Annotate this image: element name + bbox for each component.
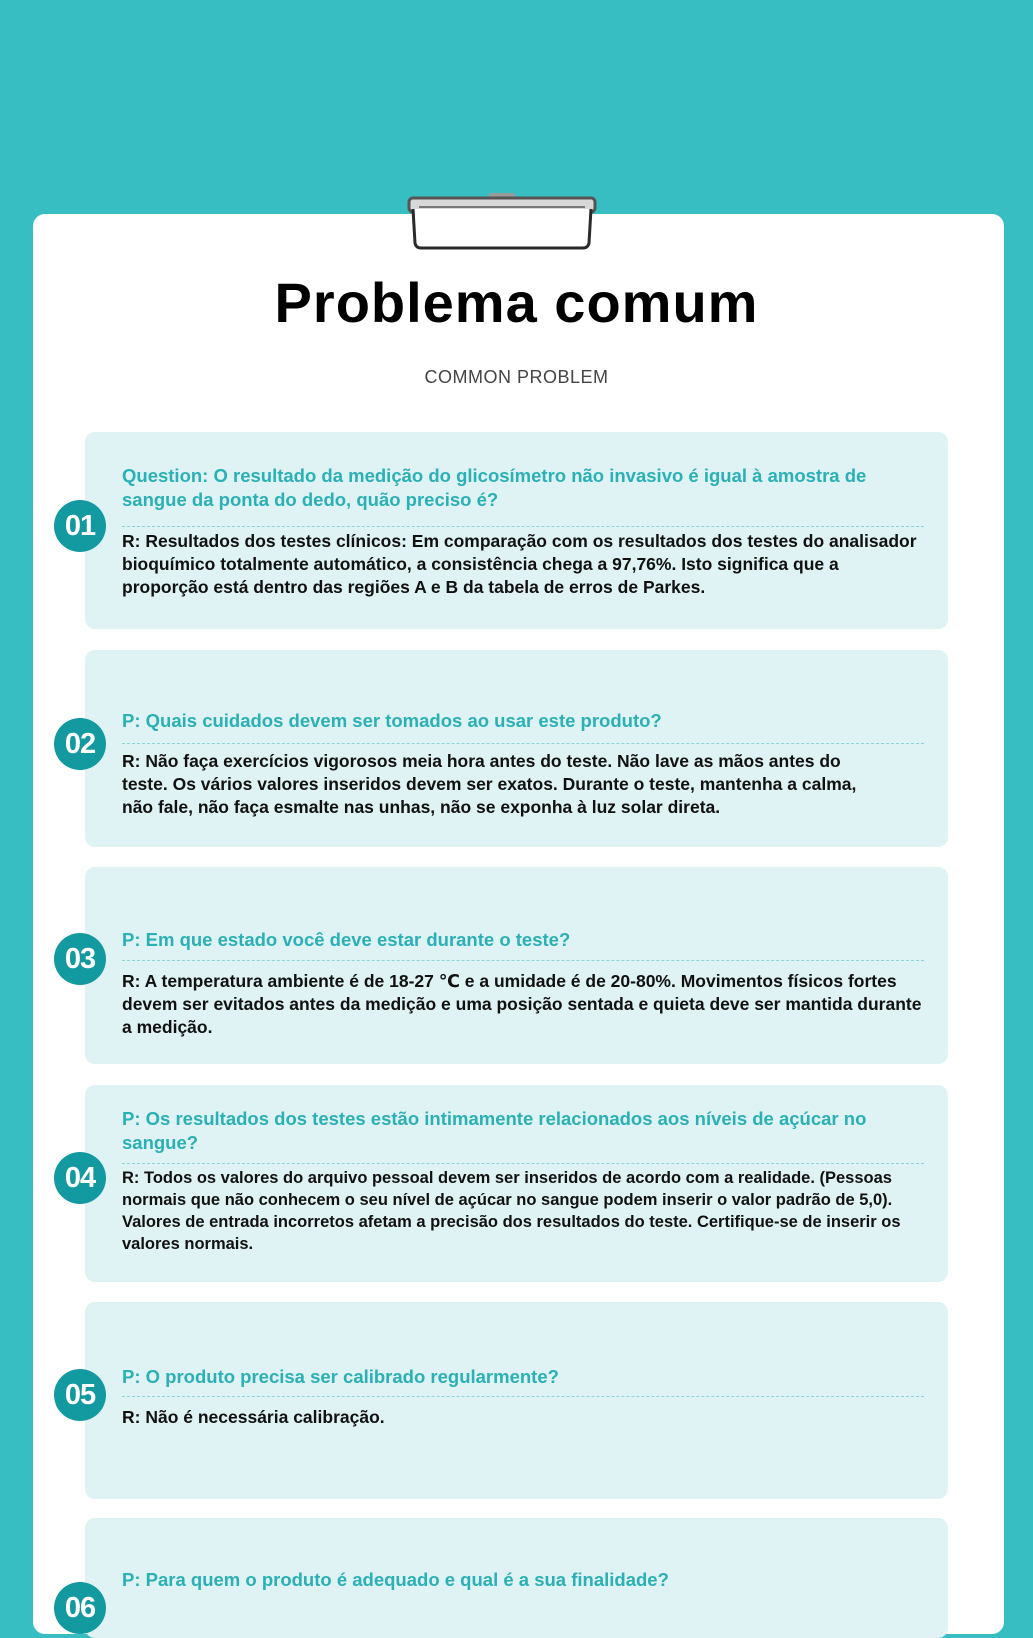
page-subtitle: COMMON PROBLEM bbox=[424, 367, 609, 387]
faq-question: P: Para quem o produto é adequado e qual é a sua finalidade? bbox=[122, 1569, 669, 1590]
faq-answer: R: Todos os valores do arquivo pessoal devem ser inseridos de acordo com a realidade. (Pessoas normais que não conhecem o seu nível de açúcar no sangue podem inserir o valor padrão de 5,0). Valores de entrada incorretos afetam a precisão dos resultados do teste. Certifique-se de inserir os valores normais. bbox=[122, 1169, 901, 1253]
faq-number-badge: 01 bbox=[54, 500, 106, 552]
faq-divider bbox=[122, 526, 924, 527]
clipboard-clip-icon bbox=[407, 193, 597, 251]
faq-divider bbox=[122, 960, 924, 961]
page-title: Problema comum bbox=[274, 271, 759, 334]
faq-question: P: Os resultados dos testes estão intimamente relacionados aos níveis de açúcar no sangue? bbox=[122, 1108, 867, 1153]
faq-card bbox=[85, 1302, 948, 1499]
faq-number-badge: 02 bbox=[54, 718, 106, 770]
faq-number-badge: 05 bbox=[54, 1369, 106, 1421]
faq-divider bbox=[122, 1163, 924, 1164]
faq-question: P: Quais cuidados devem ser tomados ao usar este produto? bbox=[122, 710, 662, 731]
faq-answer: R: Não faça exercícios vigorosos meia hora antes do teste. Não lave as mãos antes do teste. Os vários valores inseridos devem ser exatos. Durante o teste, mantenha a calma, não fale, não faça esmalte nas unhas, não se exponha à luz solar direta. bbox=[122, 751, 857, 817]
faq-number-badge: 06 bbox=[54, 1582, 106, 1634]
faq-number-badge: 03 bbox=[54, 933, 106, 985]
faq-answer: R: Não é necessária calibração. bbox=[122, 1407, 385, 1427]
faq-question: Question: O resultado da medição do glicosímetro não invasivo é igual à amostra de sangue da ponta do dedo, quão preciso é? bbox=[122, 465, 867, 510]
faq-question: P: Em que estado você deve estar durante o teste? bbox=[122, 929, 571, 950]
faq-answer: R: A temperatura ambiente é de 18-27 ℃ e a umidade é de 20-80%. Movimentos físicos fortes devem ser evitados antes da medição e uma posição sentada e quieta deve ser mantida durante a medição. bbox=[122, 971, 922, 1037]
faq-divider bbox=[122, 743, 924, 744]
faq-question: P: O produto precisa ser calibrado regularmente? bbox=[122, 1366, 559, 1387]
faq-answer: R: Resultados dos testes clínicos: Em comparação com os resultados dos testes do analisador bioquímico totalmente automático, a consistência chega a 97,76%. Isto significa que a proporção está dentro das regiões A e B da tabela de erros de Parkes. bbox=[122, 531, 917, 597]
faq-number-badge: 04 bbox=[54, 1152, 106, 1204]
faq-divider bbox=[122, 1396, 924, 1397]
